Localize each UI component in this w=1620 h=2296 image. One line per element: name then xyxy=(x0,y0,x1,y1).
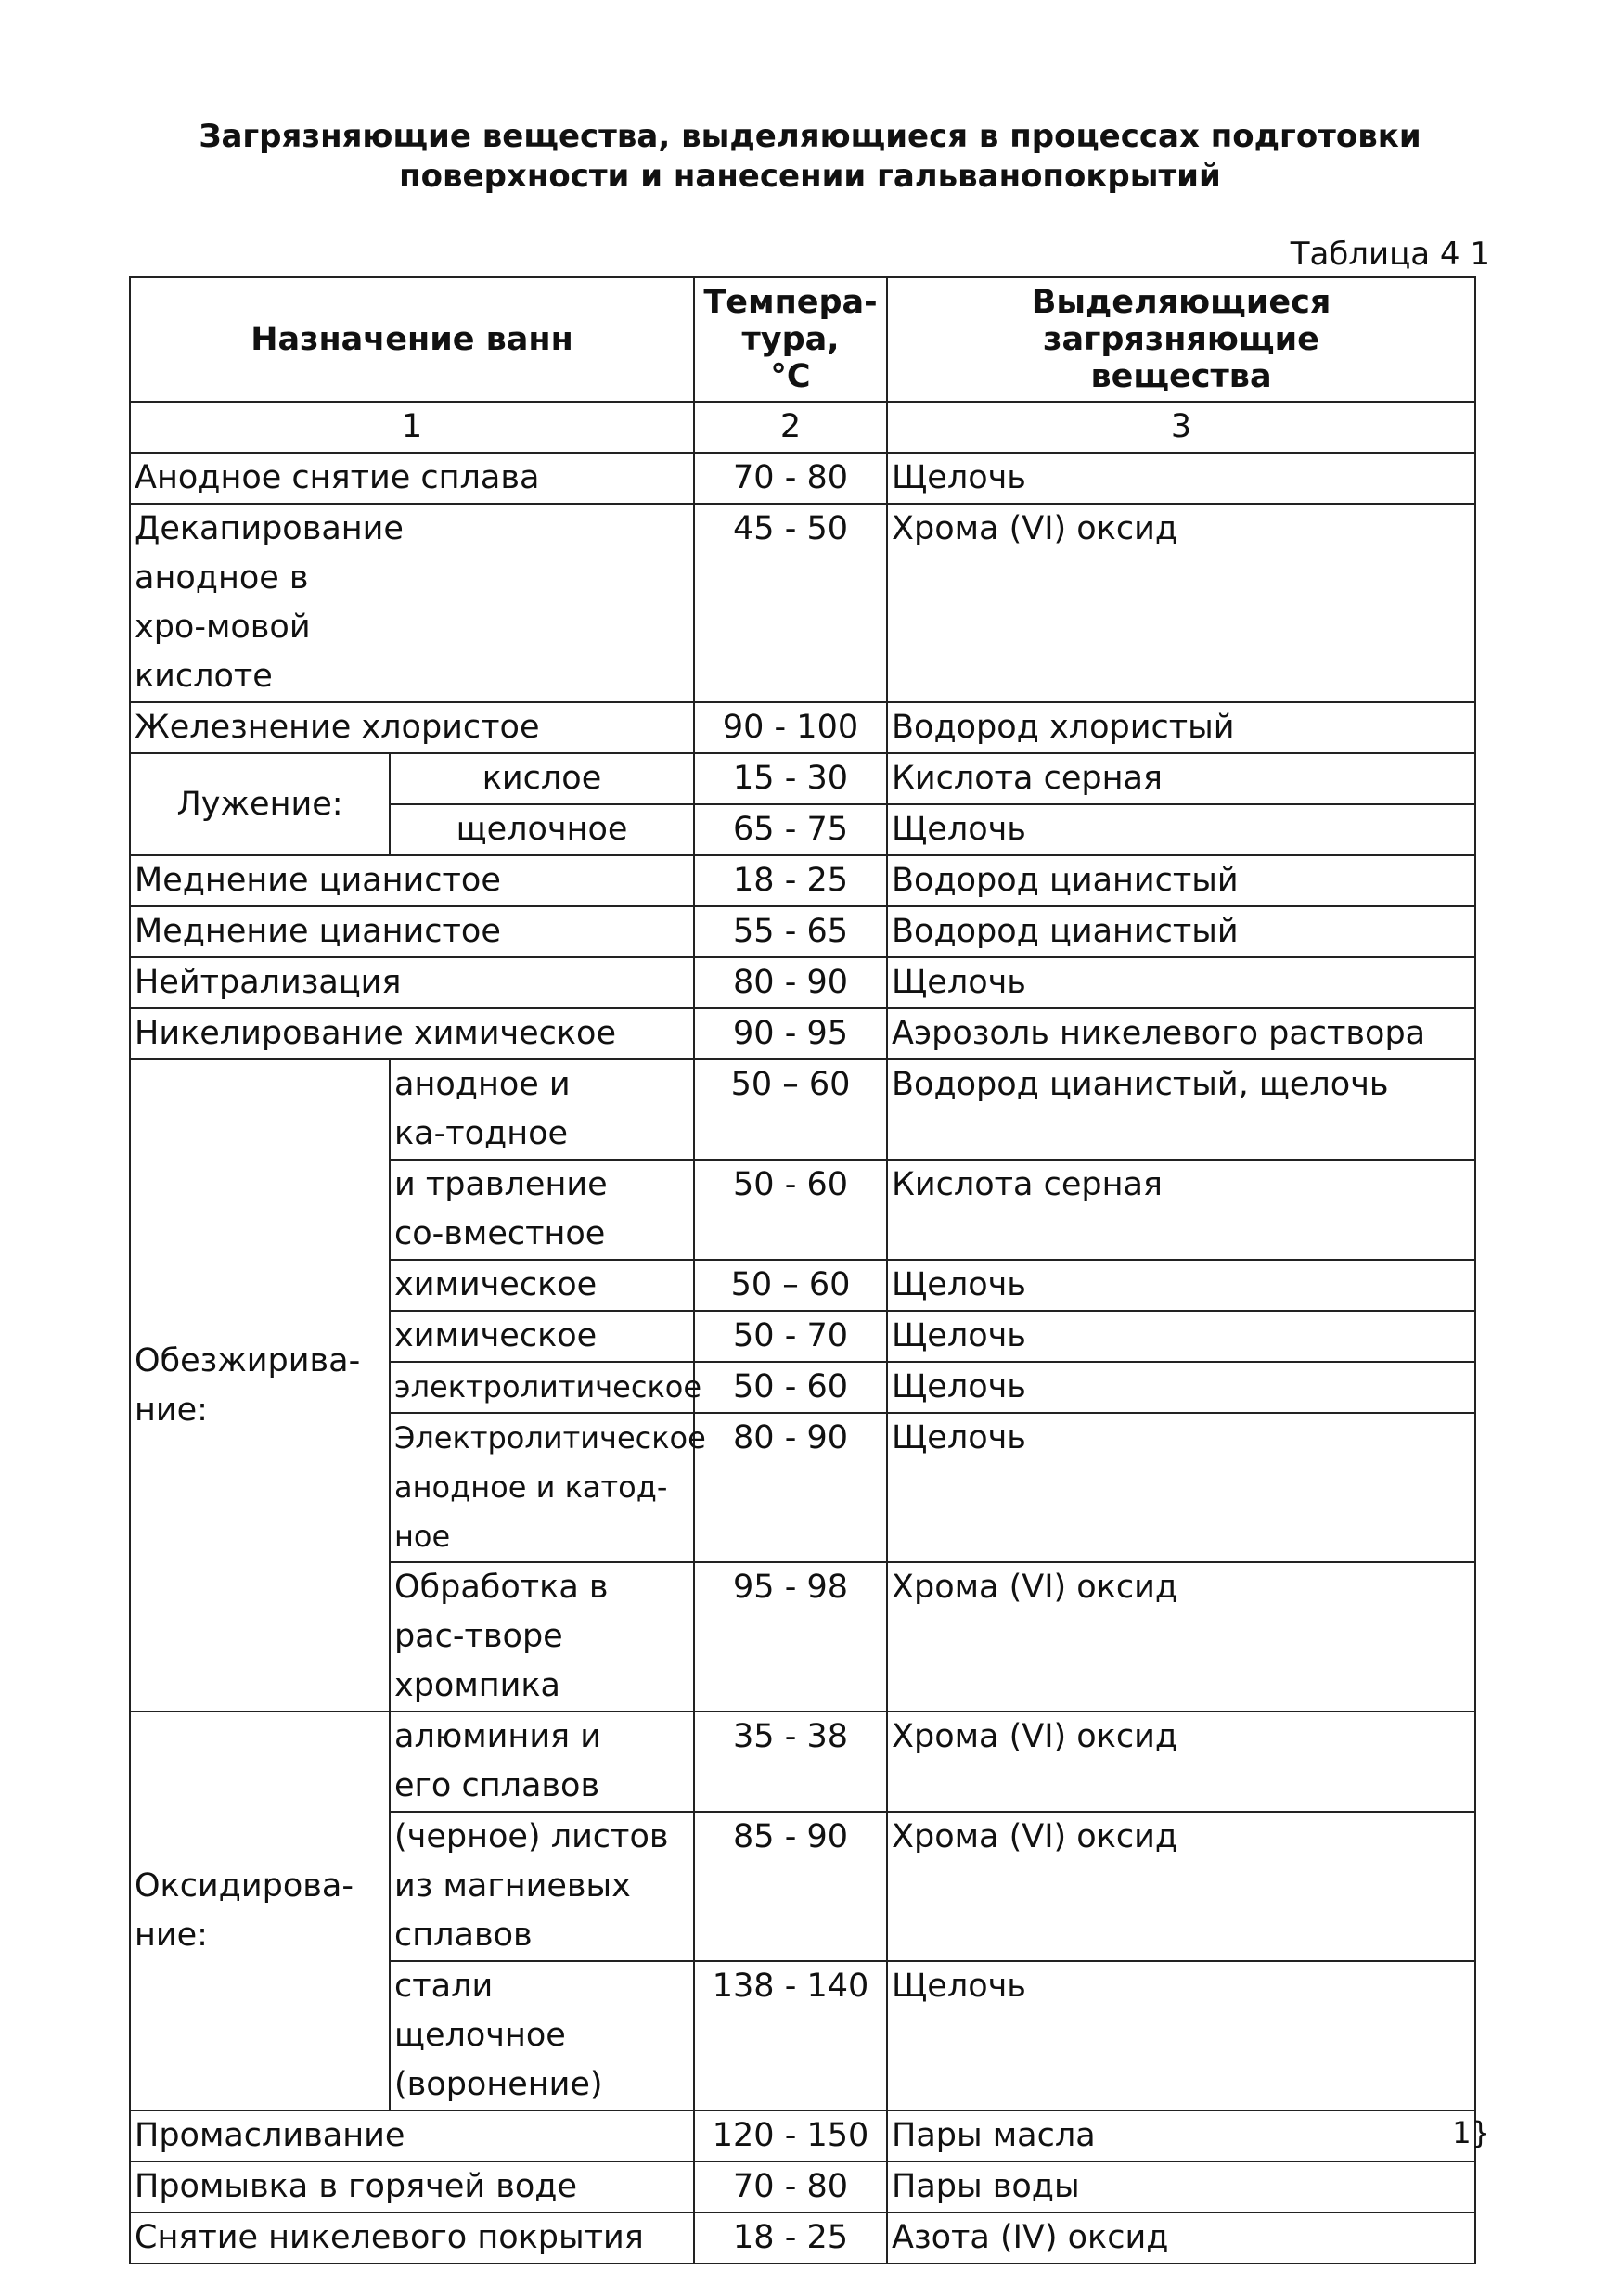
substance-cell: Хрома (VI) оксид xyxy=(887,1812,1475,1961)
table-row xyxy=(130,453,1475,504)
bath-subtype: алюминия и его сплавов xyxy=(390,1712,694,1812)
substance-cell: Хрома (VI) оксид xyxy=(887,1712,1475,1812)
table-row xyxy=(130,702,1475,753)
temperature-cell: 50 - 60 xyxy=(694,1362,887,1413)
column-number-2: 2 xyxy=(694,402,887,453)
table-row xyxy=(130,2161,1475,2213)
substance-cell: Пары воды xyxy=(887,2161,1475,2213)
bath-name: Железнение хлористое xyxy=(130,702,694,753)
temperature-cell: 65 - 75 xyxy=(694,804,887,855)
temperature-cell: 70 - 80 xyxy=(694,453,887,504)
bath-subtype: (черное) листов из магниевых сплавов xyxy=(390,1812,694,1961)
temperature-cell: 50 – 60 xyxy=(694,1059,887,1160)
bath-subtype: кислое xyxy=(390,753,694,804)
bath-subtype: и травление со-вместное xyxy=(390,1160,694,1260)
bath-name: Меднение цианистое xyxy=(130,906,694,957)
header-substances: Выделяющиеся загрязняющие вещества xyxy=(887,277,1475,402)
page-number: 1} xyxy=(1452,2115,1490,2150)
header-bath-purpose: Назначение ванн xyxy=(130,277,694,402)
temperature-cell: 138 - 140 xyxy=(694,1961,887,2110)
table-label: Таблица 4 1 xyxy=(1290,236,1490,273)
bath-subtype: стали щелочное (воронение) xyxy=(390,1961,694,2110)
table-row xyxy=(130,1008,1475,1059)
header-temperature: Темпера- тура, °С xyxy=(694,277,887,402)
header-row xyxy=(130,277,1475,402)
temperature-cell: 35 - 38 xyxy=(694,1712,887,1812)
substance-cell: Щелочь xyxy=(887,1260,1475,1311)
bath-subtype: химическое xyxy=(390,1260,694,1311)
substance-cell: Пары масла xyxy=(887,2110,1475,2161)
table-row xyxy=(130,2213,1475,2264)
substance-cell: Азота (IV) оксид xyxy=(887,2213,1475,2264)
bath-name: Анодное снятие сплава xyxy=(130,453,694,504)
bath-name: Нейтрализация xyxy=(130,957,694,1008)
temperature-cell: 120 - 150 xyxy=(694,2110,887,2161)
bath-subtype: анодное и ка-тодное xyxy=(390,1059,694,1160)
temperature-cell: 15 - 30 xyxy=(694,753,887,804)
temperature-cell: 95 - 98 xyxy=(694,1562,887,1712)
substance-cell: Водород цианистый xyxy=(887,855,1475,906)
temperature-cell: 50 - 60 xyxy=(694,1160,887,1260)
substance-cell: Водород хлористый xyxy=(887,702,1475,753)
page-title xyxy=(130,117,1490,197)
bath-name: Никелирование химическое xyxy=(130,1008,694,1059)
table-row xyxy=(130,906,1475,957)
substance-cell: Водород цианистый, щелочь xyxy=(887,1059,1475,1160)
temperature-cell: 80 - 90 xyxy=(694,1413,887,1562)
title-line-1: Загрязняющие вещества, выделяющиеся в процессах подготовки xyxy=(199,118,1421,155)
temperature-cell: 70 - 80 xyxy=(694,2161,887,2213)
table-row xyxy=(130,2110,1475,2161)
bath-name: Декапирование анодное в хро-мовой кислоте xyxy=(130,504,694,702)
substance-cell: Щелочь xyxy=(887,1311,1475,1362)
table-row xyxy=(130,1712,1475,1812)
substance-cell: Щелочь xyxy=(887,957,1475,1008)
substance-cell: Щелочь xyxy=(887,1413,1475,1562)
temperature-cell: 85 - 90 xyxy=(694,1812,887,1961)
table-row xyxy=(130,1059,1475,1160)
group-name-oksidirovanie: Оксидирова-ние: xyxy=(130,1712,390,2110)
substance-cell: Кислота серная xyxy=(887,753,1475,804)
bath-subtype: Электролитическое анодное и катод-ное xyxy=(390,1413,694,1562)
temperature-cell: 55 - 65 xyxy=(694,906,887,957)
bath-subtype: электролитическое xyxy=(390,1362,694,1413)
column-number-row xyxy=(130,402,1475,453)
bath-name: Меднение цианистое xyxy=(130,855,694,906)
pollutants-table xyxy=(129,276,1476,2264)
bath-subtype: химическое xyxy=(390,1311,694,1362)
table-row xyxy=(130,957,1475,1008)
temperature-cell: 50 - 70 xyxy=(694,1311,887,1362)
group-name-luzhenie: Лужение: xyxy=(130,753,390,855)
temperature-cell: 90 - 100 xyxy=(694,702,887,753)
substance-cell: Щелочь xyxy=(887,1362,1475,1413)
table-row xyxy=(130,753,1475,804)
bath-name: Промывка в горячей воде xyxy=(130,2161,694,2213)
bath-subtype: Обработка в рас-творе хромпика xyxy=(390,1562,694,1712)
substance-cell: Хрома (VI) оксид xyxy=(887,1562,1475,1712)
column-number-3: 3 xyxy=(887,402,1475,453)
substance-cell: Водород цианистый xyxy=(887,906,1475,957)
temperature-cell: 80 - 90 xyxy=(694,957,887,1008)
table-row xyxy=(130,855,1475,906)
title-line-2: поверхности и нанесении гальванопокрытий xyxy=(399,158,1221,195)
temperature-cell: 90 - 95 xyxy=(694,1008,887,1059)
temperature-cell: 18 - 25 xyxy=(694,2213,887,2264)
group-name-obezzhirivanie: Обезжирива-ние: xyxy=(130,1059,390,1712)
bath-name: Промасливание xyxy=(130,2110,694,2161)
substance-cell: Хрома (VI) оксид xyxy=(887,504,1475,702)
substance-cell: Щелочь xyxy=(887,1961,1475,2110)
bath-subtype: щелочное xyxy=(390,804,694,855)
column-number-1: 1 xyxy=(130,402,694,453)
substance-cell: Щелочь xyxy=(887,453,1475,504)
temperature-cell: 18 - 25 xyxy=(694,855,887,906)
substance-cell: Кислота серная xyxy=(887,1160,1475,1260)
temperature-cell: 50 – 60 xyxy=(694,1260,887,1311)
substance-cell: Аэрозоль никелевого раствора xyxy=(887,1008,1475,1059)
bath-name: Снятие никелевого покрытия xyxy=(130,2213,694,2264)
table-row xyxy=(130,504,1475,702)
substance-cell: Щелочь xyxy=(887,804,1475,855)
temperature-cell: 45 - 50 xyxy=(694,504,887,702)
